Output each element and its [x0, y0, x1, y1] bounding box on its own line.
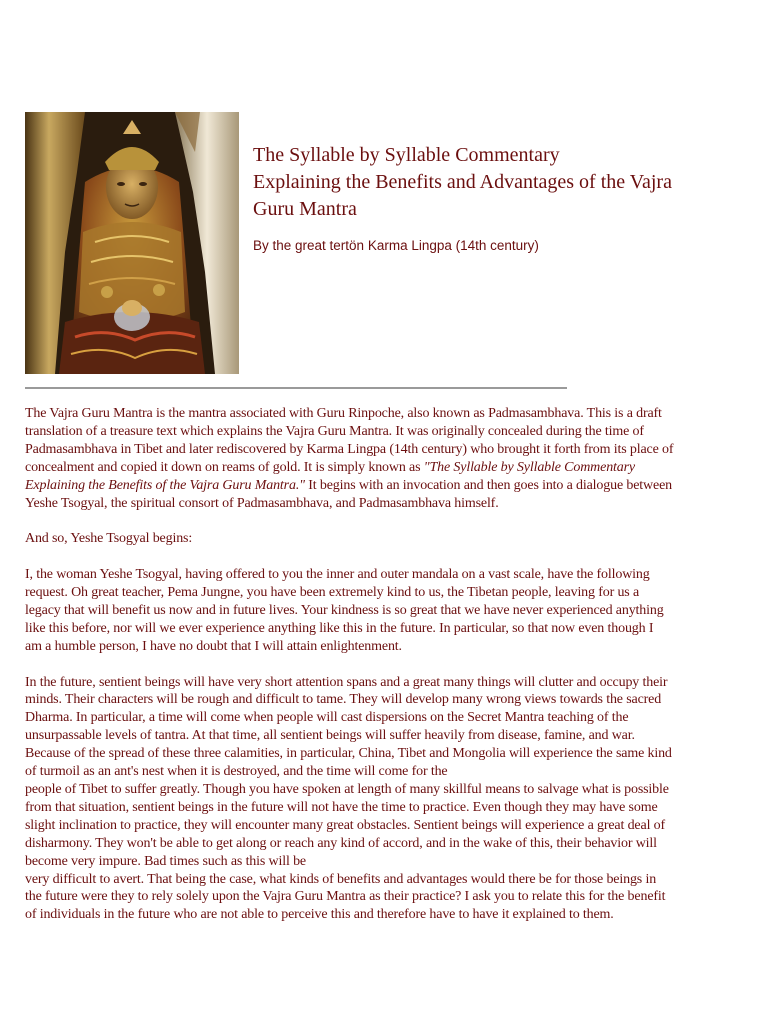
title-line-3: Guru Mantra	[253, 198, 357, 220]
text-line: like this before, nor will we ever experience anything like this in the future. In particular, so that now even though I	[25, 620, 654, 636]
italic-title-quote: Explaining the Benefits of the Vajra Guru Mantra."	[25, 477, 305, 493]
paragraph-request	[25, 566, 745, 656]
text-line: minds. Their characters will be rough and difficult to tame. They will develop many wrong views towards the sacred	[25, 692, 662, 708]
document-body	[25, 405, 745, 942]
text-segment: concealment and copied it down on reams of gold. It is simply known as	[25, 459, 424, 475]
paragraph-begins: And so, Yeshe Tsogyal begins:	[25, 531, 193, 547]
text-line: slight inclination to practice, they will encounter many great obstacles. Sentient beings will experience a great deal of	[25, 817, 666, 833]
text-segment: It begins with an invocation and then goes into a dialogue between	[304, 477, 672, 493]
text-line: very difficult to avert. That being the case, what kinds of benefits and advantages would there be for those beings in	[25, 871, 657, 887]
text-line: Padmasambhava in Tibet and later rediscovered by Karma Lingpa (14th century) who brought it forth from its place of	[25, 441, 674, 457]
text-line	[25, 478, 672, 493]
title-line-1: The Syllable by Syllable Commentary	[253, 144, 560, 166]
text-line: the future were they to rely solely upon the Vajra Guru Mantra as their practice? I ask you to relate this for the benefit	[25, 889, 666, 905]
text-line: Because of the spread of these three calamities, in particular, China, Tibet and Mongolia will experience the same kind	[25, 746, 672, 762]
author-byline: By the great tertön Karma Lingpa (14th century)	[253, 238, 539, 253]
text-line: Dharma. In particular, a time will come when people will cast dispersions on the Secret Mantra teaching of the	[25, 710, 629, 726]
italic-title-quote: "The Syllable by Syllable Commentary	[423, 459, 635, 475]
text-line: unsurpassable levels of tantra. At that time, all sentient beings will suffer heavily from disease, famine, and war.	[25, 728, 635, 744]
paragraph-intro	[25, 405, 745, 512]
text-line: am a humble person, I have no doubt that I will attain enlightenment.	[25, 638, 402, 654]
title-line-2: Explaining the Benefits and Advantages of the Vajra	[253, 171, 672, 193]
text-line: of individuals in the future who are not able to perceive this and therefore have to have it explained to them.	[25, 907, 614, 923]
statue-image	[25, 112, 239, 374]
document-title	[253, 142, 743, 223]
horizontal-divider	[25, 387, 567, 389]
paragraph-future	[25, 674, 745, 925]
text-line: of turmoil as an ant's nest when it is destroyed, and the time will come for the	[25, 764, 448, 780]
text-line: Yeshe Tsogyal, the spiritual consort of Padmasambhava, and Padmasambhava himself.	[25, 495, 499, 511]
text-line: disharmony. They won't be able to get along or reach any kind of accord, and in the wake of this, their behavior will	[25, 835, 657, 851]
text-line: people of Tibet to suffer greatly. Though you have spoken at length of many skillful means to salvage what is possible	[25, 781, 669, 797]
text-line	[25, 460, 635, 475]
text-line: legacy that will benefit us now and in future lives. Your kindness is so great that we have never experienced anything	[25, 602, 664, 618]
text-line: In the future, sentient beings will have very short attention spans and a great many things will clutter and occupy their	[25, 674, 668, 690]
text-line: The Vajra Guru Mantra is the mantra associated with Guru Rinpoche, also known as Padmasambhava. This is a draft	[25, 406, 662, 421]
text-line: translation of a treasure text which explains the Vajra Guru Mantra. It was originally concealed during the time of	[25, 423, 644, 439]
text-line: become very impure. Bad times such as this will be	[25, 853, 306, 869]
text-line: I, the woman Yeshe Tsogyal, having offered to you the inner and outer mandala on a vast scale, have the following	[25, 567, 650, 583]
guru-rinpoche-photo	[25, 112, 239, 374]
text-line: request. Oh great teacher, Pema Jungne, you have been extremely kind to us, the Tibetan people, leaving for us a	[25, 585, 640, 601]
text-line: from that situation, sentient beings in the future will not have the time to practice. Even though they may have some	[25, 799, 658, 815]
